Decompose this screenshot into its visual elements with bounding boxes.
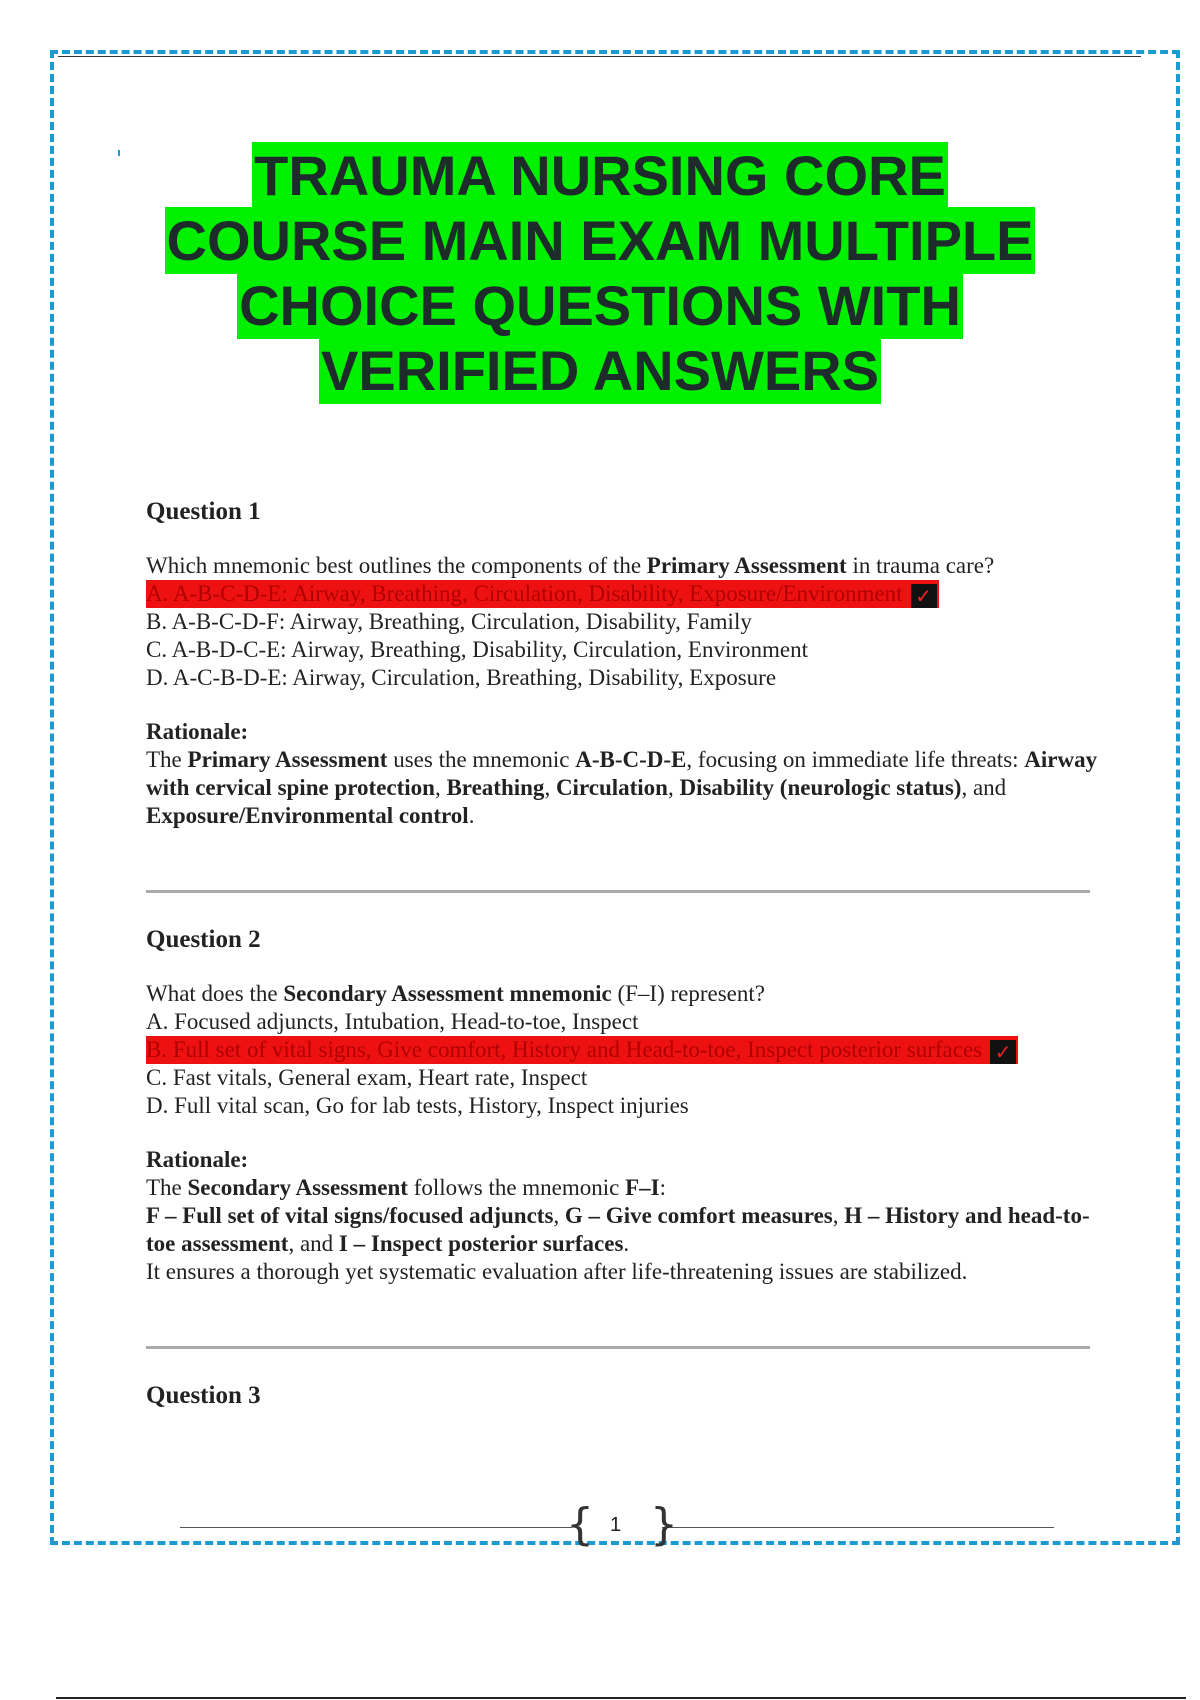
title-line-4: VERIFIED ANSWERS — [321, 339, 879, 402]
rationale-text: The Primary Assessment uses the mnemonic A-B-C-D-E, focusing on immediate life threats: Airway with cervical spine protection, Breathing, Circulation, Disability (neurologic status), and Exposure/Environmental control. — [146, 747, 1098, 828]
left-brace-icon: { — [566, 1499, 594, 1550]
question-stem: Which mnemonic best outlines the components of the Primary Assessment in trauma care? — [146, 553, 995, 578]
option-b: B. A-B-C-D-F: Airway, Breathing, Circulation, Disability, Family — [146, 609, 752, 634]
question-heading: Question 3 — [146, 1382, 261, 1409]
footer-rule-right — [662, 1527, 1054, 1528]
title-line-2: COURSE MAIN EXAM MULTIPLE — [166, 209, 1034, 272]
section-divider — [146, 1346, 1090, 1349]
option-b — [146, 1036, 1106, 1064]
correct-answer-highlight: A. A-B-C-D-E: Airway, Breathing, Circulation, Disability, Exposure/Environment ✓ — [146, 580, 939, 608]
option-a — [146, 580, 1106, 608]
document-title — [100, 143, 1100, 403]
option-c: C. Fast vitals, General exam, Heart rate, Inspect — [146, 1065, 588, 1090]
check-icon: ✓ — [911, 584, 937, 608]
header-rule — [58, 56, 1141, 57]
section-divider — [146, 890, 1090, 893]
option-c: C. A-B-D-C-E: Airway, Breathing, Disability, Circulation, Environment — [146, 637, 809, 662]
rationale-label: Rationale: — [146, 719, 249, 744]
page-number: 1 — [610, 1514, 622, 1536]
correct-answer-highlight: B. Full set of vital signs, Give comfort, History and Head-to-toe, Inspect posterior surfaces ✓ — [146, 1036, 1018, 1064]
rationale-summary: It ensures a thorough yet systematic evaluation after life-threatening issues are stabilized. — [146, 1259, 968, 1284]
option-a: A. Focused adjuncts, Intubation, Head-to-toe, Inspect — [146, 1009, 639, 1034]
question-2 — [146, 926, 1106, 1286]
question-3 — [146, 1382, 1106, 1410]
rationale-label: Rationale: — [146, 1147, 249, 1172]
right-brace-icon: } — [650, 1499, 678, 1550]
footer-rule-left — [180, 1527, 572, 1528]
title-line-3: CHOICE QUESTIONS WITH — [239, 274, 961, 337]
title-line-1: TRAUMA NURSING CORE — [254, 144, 946, 207]
check-icon: ✓ — [990, 1040, 1016, 1064]
option-d: D. Full vital scan, Go for lab tests, History, Inspect injuries — [146, 1093, 689, 1118]
option-d: D. A-C-B-D-E: Airway, Circulation, Breathing, Disability, Exposure — [146, 665, 777, 690]
page-bottom-rule — [56, 1697, 1186, 1699]
rationale-text: The Secondary Assessment follows the mnemonic F–I: F – Full set of vital signs/focused adjuncts, G – Give comfort measures, H – History and head-to-toe assessment, and I – Inspect posterior surfaces. — [146, 1175, 1090, 1256]
question-heading: Question 1 — [146, 498, 261, 525]
question-heading: Question 2 — [146, 926, 261, 953]
question-stem: What does the Secondary Assessment mnemonic (F–I) represent? — [146, 981, 765, 1006]
question-1 — [146, 498, 1106, 830]
